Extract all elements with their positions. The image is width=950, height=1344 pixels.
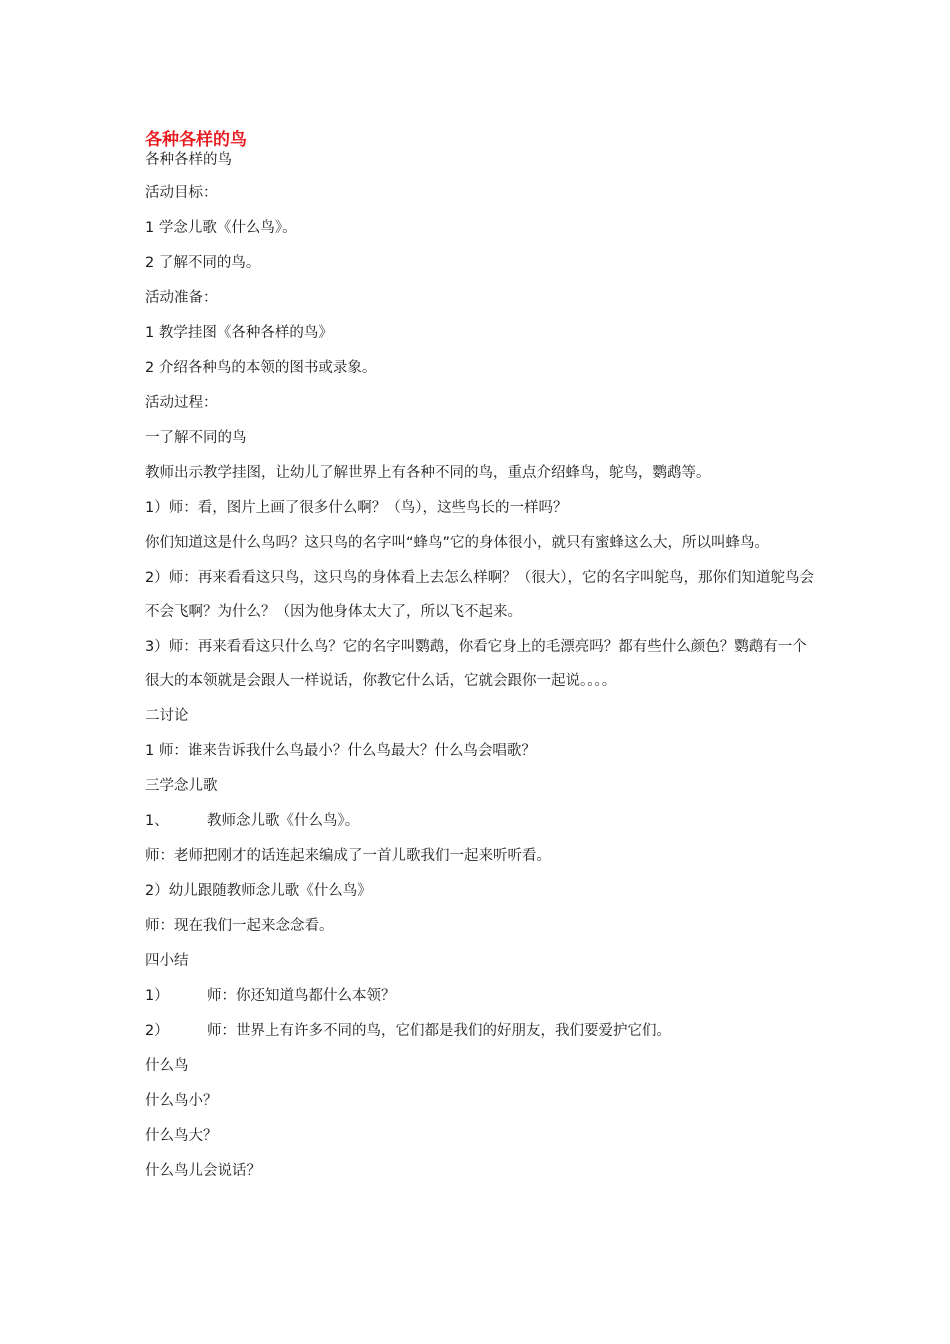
paragraph: 你们知道这是什么鸟吗？这只鸟的名字叫“蜂鸟”它的身体很小，就只有蜜蜂这么大，所以叫蜂鸟。: [145, 535, 770, 551]
paragraph: 2）幼儿跟随教师念儿歌《什么鸟》: [145, 883, 372, 899]
paragraph: 师：老师把刚才的话连起来编成了一首儿歌我们一起来听听看。: [145, 848, 551, 864]
list-item-text: 师：世界上有许多不同的鸟，它们都是我们的好朋友，我们要爱护它们。: [207, 1023, 671, 1039]
poem-title: 什么鸟: [145, 1058, 189, 1074]
preparation-item: 1 教学挂图《各种各样的鸟》: [145, 325, 333, 341]
goal-item: 2 了解不同的鸟。: [145, 255, 261, 271]
section-label-goals: 活动目标：: [145, 185, 218, 201]
list-marker: 1）: [145, 988, 169, 1004]
document-heading: 各种各样的鸟: [145, 130, 247, 150]
step-heading: 四小结: [145, 953, 189, 969]
paragraph: 1 师：谁来告诉我什么鸟最小？什么鸟最大？什么鸟会唱歌？: [145, 743, 536, 759]
list-item-text: 师：你还知道鸟都什么本领？: [207, 988, 396, 1004]
poem-line: 什么鸟儿会说话？: [145, 1163, 261, 1179]
preparation-item: 2 介绍各种鸟的本领的图书或录象。: [145, 360, 377, 376]
subtitle: 各种各样的鸟: [145, 152, 232, 168]
poem-line: 什么鸟大？: [145, 1128, 218, 1144]
step-heading: 二讨论: [145, 708, 189, 724]
list-marker: 2）: [145, 1023, 169, 1039]
document-body: [145, 150, 815, 1196]
poem-line: 什么鸟小？: [145, 1093, 218, 1109]
list-item-text: 教师念儿歌《什么鸟》。: [207, 813, 360, 829]
paragraph: 师：现在我们一起来念念看。: [145, 918, 334, 934]
section-label-preparation: 活动准备：: [145, 290, 218, 306]
paragraph: 2）师：再来看看这只鸟，这只鸟的身体看上去怎么样啊？（很大），它的名字叫鸵鸟，那你们知道鸵鸟会不会飞啊？为什么？（因为他身体太大了，所以飞不起来。: [145, 570, 814, 620]
goal-item: 1 学念儿歌《什么鸟》。: [145, 220, 297, 236]
list-item: [145, 1021, 815, 1041]
list-marker: 1、: [145, 813, 169, 829]
list-item: [145, 811, 815, 831]
paragraph: 3）师：再来看看这只什么鸟？它的名字叫鹦鹉，你看它身上的毛漂亮吗？都有些什么颜色？鹦鹉有一个很大的本领就是会跟人一样说话，你教它什么话，它就会跟你一起说。。。。: [145, 639, 807, 689]
step-heading: 一了解不同的鸟: [145, 430, 247, 446]
paragraph: 教师出示教学挂图，让幼儿了解世界上有各种不同的鸟，重点介绍蜂鸟，鸵鸟，鹦鹉等。: [145, 465, 711, 481]
list-item: [145, 986, 815, 1006]
step-heading: 三学念儿歌: [145, 778, 218, 794]
section-label-process: 活动过程：: [145, 395, 218, 411]
paragraph: 1）师：看，图片上画了很多什么啊？（鸟），这些鸟长的一样吗？: [145, 500, 568, 516]
